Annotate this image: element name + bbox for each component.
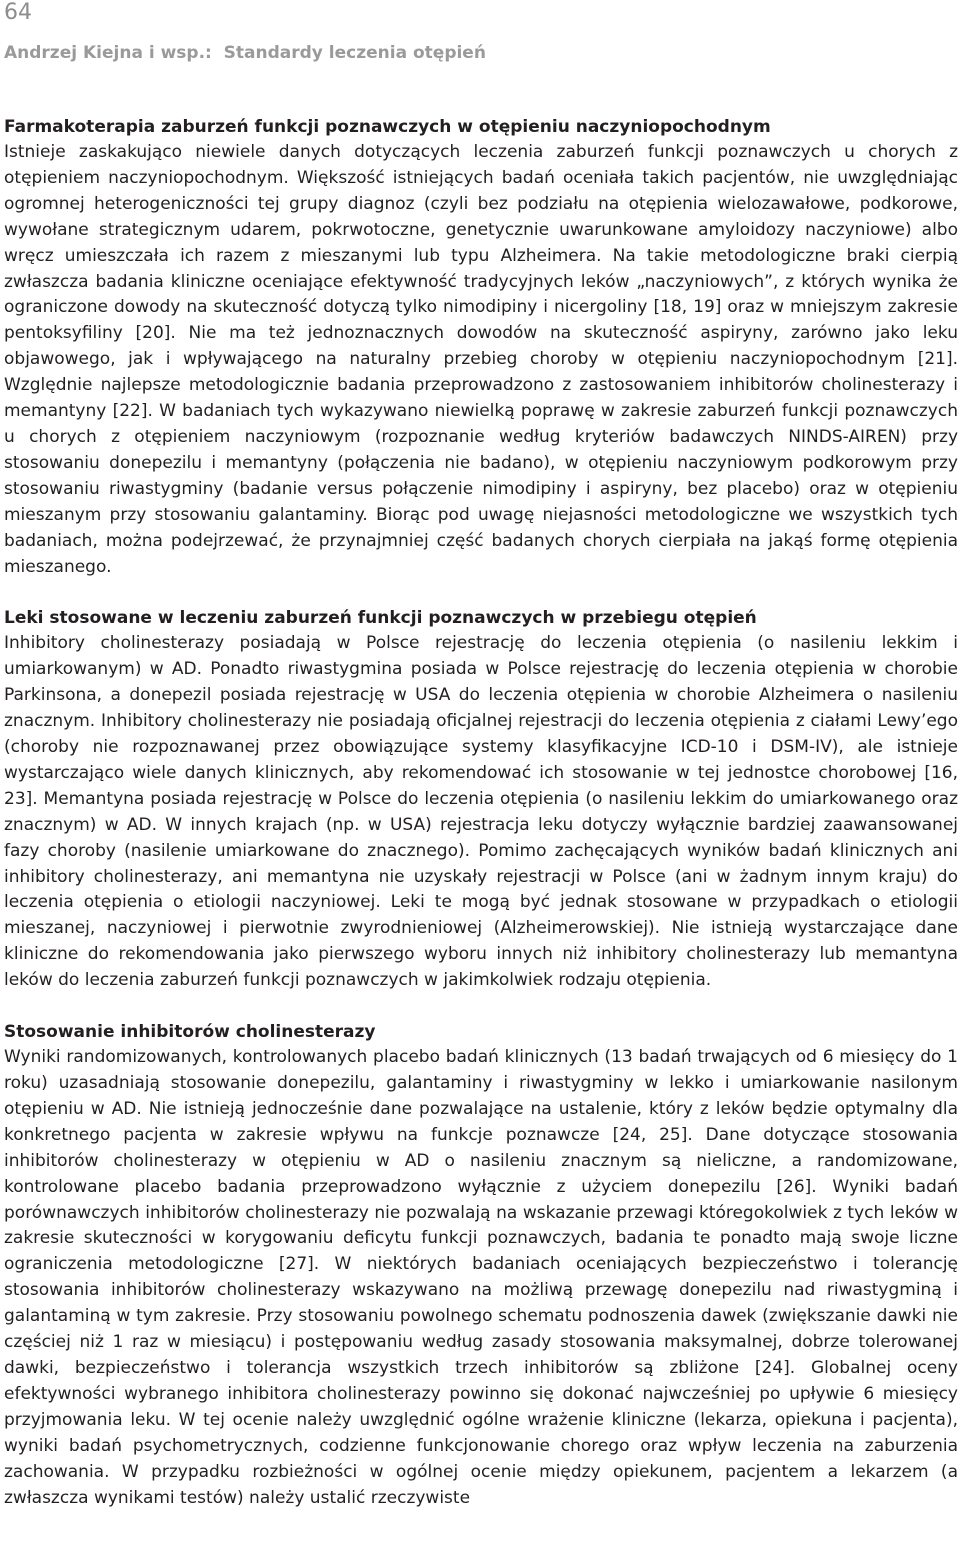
page-number: 64 — [4, 0, 32, 25]
section-vascular-dementia — [4, 115, 958, 580]
section-paragraph: Istnieje zaskakująco niewiele danych dotyczących leczenia zaburzeń funkcji poznawczych u chorych z otępieniem naczyniopochodnym. Większość istniejących badań oceniała takich pacjentów, nie uwzględniając ogromnej heterogeniczności tej grupy diagnoz (czyli bez podziału na otępienia wielozawałowe, podkorowe, wywołane strategicznym udarem, pokrwotoczne, genetycznie uwarunkowane amyloidozy naczyniowe) albo wręcz umieszczała ich razem z mieszanymi lub typu Alzheimera. Na takie metodologiczne braki cierpią zwłaszcza badania kliniczne oceniające efektywność tradycyjnych leków „naczyniowych”, z których wynika że ograniczone dowody na skuteczność dotyczą tylko nimodipiny i nicergoliny [18, 19] oraz w mniejszym zakresie pentoksyfiliny [20]. Nie ma też jednoznacznych dowodów na skuteczność aspiryny, zarówno jako leku objawowego, jak i wpływającego na naturalny przebieg choroby w otępieniu naczyniopochodnym [21]. Względnie najlepsze metodologicznie badania przeprowadzono z zastosowaniem inhibitorów cholinesterazy i memantyny [22]. W badaniach tych wykazywano niewielką poprawę w zakresie zaburzeń funkcji poznawczych u chorych z otępieniem naczyniowym (rozpoznanie według kryteriów badawczych NINDS-AIREN) przy stosowaniu donepezilu i memantyny (połączenia nie badano), w otępieniu naczyniowym podkorowym przy stosowaniu riwastygminy (badanie versus połączenie nimodipiny i aspiryny, bez placebo) oraz w otępieniu mieszanym przy stosowaniu galantaminy. Biorąc pod uwagę niejasności metodologiczne we wszystkich tych badaniach, można podejrzewać, że przynajmniej część badanych chorych cierpiała na jakąś formę otępienia mieszanego. — [4, 142, 958, 577]
section-title: Leki stosowane w leczeniu zaburzeń funkcji poznawczych w przebiegu otępień — [4, 608, 757, 629]
section-cholinesterase-inhibitors — [4, 1020, 958, 1511]
section-title: Farmakoterapia zaburzeń funkcji poznawczych w otępieniu naczyniopochodnym — [4, 117, 771, 137]
section-paragraph: Inhibitory cholinesterazy posiadają w Polsce rejestrację do leczenia otępienia (o nasileniu lekkim i umiarkowanym) w AD. Ponadto riwastygmina posiada w Polsce rejestrację do leczenia otępienia w chorobie Parkinsona, a donepezil posiada rejestrację w USA do leczenia otępienia w chorobie Alzheimera o nasileniu znacznym. Inhibitory cholinesterazy nie posiadają oficjalnej rejestracji do leczenia otępienia z ciałami Lewy’ego (choroby nie rozpoznawanej przez obowiązujące systemy klasyfikacyjne ICD-10 i DSM-IV), ale istnieje wystarczająco wiele danych klinicznych, aby rekomendować ich stosowanie w tej jednostce chorobowej [16, 23]. Memantyna posiada rejestrację w Polsce do leczenia otępienia (o nasileniu lekkim do umiarkowanego oraz znacznym) w AD. W innych krajach (np. w USA) rejestracja leku dotyczy wyłącznie bardziej zaawansowanej fazy choroby (nasilenie umiarkowane do znacznego). Pomimo zachęcających wyników badań klinicznych ani inhibitory cholinesterazy, ani memantyna nie uzyskały rejestracji w Polsce (ani w żadnym innym kraju) do leczenia otępienia o etiologii naczyniowej. Leki te mogą być jednak stosowane w przypadkach o etiologii mieszanej, naczyniowej i pierwotnie zwyrodnieniowej (Alzheimerowskiej). Nie istnieją wystarczające dane kliniczne do rekomendowania jako pierwszego wyboru innych niż inhibitory cholinesterazy lub memantyna leków do leczenia zaburzeń funkcji poznawczych w jakimkolwiek rodzaju otępienia. — [4, 633, 958, 991]
running-header: Andrzej Kiejna i wsp.: Standardy leczenia otępień — [4, 43, 486, 63]
article-body — [4, 115, 958, 1511]
section-drugs-used — [4, 606, 958, 994]
section-paragraph: Wyniki randomizowanych, kontrolowanych placebo badań klinicznych (13 badań trwających od 6 miesięcy do 1 roku) uzasadniają stosowanie donepezilu, galantaminy i riwastygminy w lekko i umiarkowanie nasilonym otępieniu w AD. Nie istnieją jednocześnie dane pozwalające na ustalenie, który z leków będzie optymalny dla konkretnego pacjenta w zakresie wpływu na funkcje poznawcze [24, 25]. Dane dotyczące stosowania inhibitorów cholinesterazy w otępieniu w AD o nasileniu znacznym są nieliczne, a randomizowane, kontrolowane placebo badania przeprowadzono wyłącznie z użyciem donepezilu [26]. Wyniki badań porównawczych inhibitorów cholinesterazy nie pozwalają na wskazanie przewagi któregokolwiek z tych leków w zakresie skuteczności w korygowaniu deficytu funkcji poznawczych, badania te ponadto mają swoje liczne ograniczenia metodologiczne [27]. W niektórych badaniach oceniających bezpieczeństwo i tolerancję stosowania inhibitorów cholinesterazy wskazywano na możliwą przewagę donepezilu nad riwastygminą i galantaminą w tym zakresie. Przy stosowaniu powolnego schematu podnoszenia dawek (zwiększanie dawki nie częściej niż 1 raz w miesiącu) i postępowaniu według zasady stosowania maksymalnej, dobrze tolerowanej dawki, bezpieczeństwo i tolerancja wszystkich trzech inhibitorów są zbliżone [24]. Globalnej oceny efektywności wybranego inhibitora cholinesterazy powinno się dokonać najwcześniej po upływie 6 miesięcy przyjmowania leku. W tej ocenie należy uwzględnić ogólne wrażenie kliniczne (lekarza, opiekuna i pacjenta), wyniki badań psychometrycznych, codzienne funkcjonowanie chorego oraz wpływ leczenia na zaburzenia zachowania. W przypadku rozbieżności w ogólnej ocenie między opiekunem, pacjentem a lekarzem (a zwłaszcza wynikami testów) należy ustalić rzeczywiste — [4, 1047, 958, 1508]
section-title: Stosowanie inhibitorów cholinesterazy — [4, 1022, 376, 1043]
